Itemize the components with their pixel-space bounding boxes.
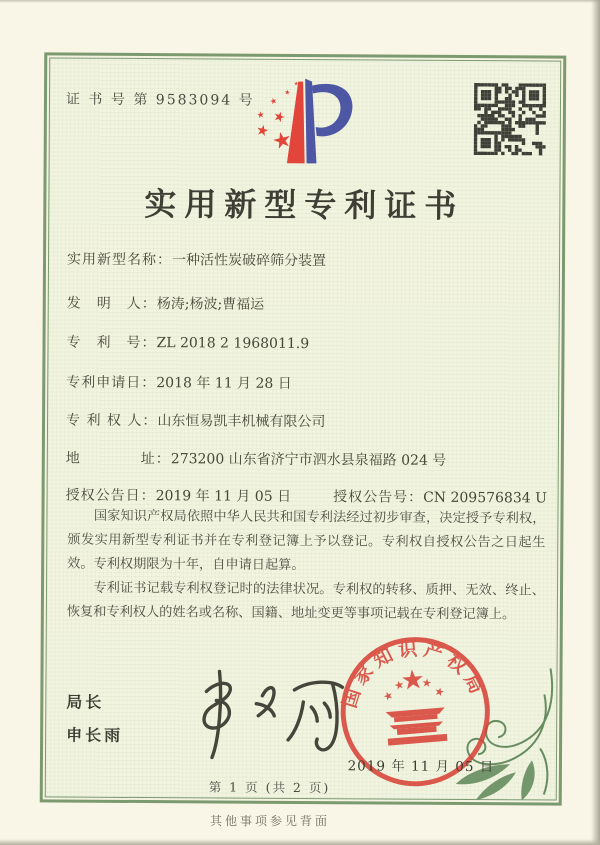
field-label: 授权公告号：: [333, 489, 424, 506]
patent-certificate: [40, 52, 567, 805]
director-signature-icon: [144, 659, 370, 775]
field-inventors: [67, 293, 547, 316]
field-label: 地 址：: [65, 450, 171, 468]
field-value: 2019 年 11 月 05 日: [155, 488, 292, 505]
director-name: 申长雨: [66, 725, 124, 745]
legal-paragraph: 专利证书记载专利权登记时的法律状况。专利权的转移、质押、无效、终止、恢复和专利权人的姓名或名称、国籍、地址变更等事项记载在专利登记簿上。: [66, 580, 546, 623]
director-title: 局长: [66, 692, 105, 712]
field-label: 专 利 权 人：: [65, 412, 158, 430]
field-value: CN 209576834 U: [423, 489, 547, 507]
page-number-footer: 第 1 页 (共 2 页): [208, 779, 331, 796]
qr-code-icon: [474, 83, 546, 155]
field-label: 发 明 人：: [66, 295, 157, 313]
field-value: 273200 山东省济宁市泗水县泉福路 024 号: [170, 451, 447, 469]
field-utility-model-name: [67, 249, 547, 272]
certificate-number: 证 书 号 第 9583094 号: [65, 91, 255, 109]
field-label: 实用新型名称：: [66, 251, 173, 269]
field-value: 山东恒易凯丰机械有限公司: [157, 413, 326, 431]
field-patentee: [66, 410, 546, 433]
field-label: 专 利 号：: [66, 334, 157, 352]
legal-paragraph: 国家知识产权局依照中华人民共和国专利法经过初步审查，决定授予专利权，颁发实用新型专利证书并在专利登记簿上予以登记。专利权自授权公告之日起生效。专利权期限为十年，自申请日起算。: [67, 508, 546, 574]
director-block: [66, 687, 123, 753]
field-address: [66, 448, 546, 471]
back-note: 其他事项参见背面: [209, 814, 330, 828]
seal-text: 国家知识产权局: [338, 637, 490, 711]
field-value: 一种活性炭破碎筛分装置: [171, 252, 327, 270]
scan-shadow-bottom: [0, 839, 600, 845]
scan-shadow-right: [591, 0, 600, 845]
field-label: 专利申请日：: [66, 374, 157, 392]
cnipa-patent-logo-icon: [242, 72, 371, 173]
certificate-title: 实用新型专利证书: [144, 185, 465, 225]
legal-text: [67, 505, 546, 628]
field-value: ZL 2018 2 1968011.9: [156, 335, 310, 353]
scan-shadow-top: [0, 0, 600, 3]
field-value: 2018 年 11 月 28 日: [156, 375, 292, 392]
field-label: 授权公告日：: [65, 487, 156, 505]
seal-date: 2019 年 11 月 05 日: [347, 758, 495, 776]
field-value: 杨涛;杨波;曹福运: [156, 296, 265, 313]
field-patent-number: [66, 332, 546, 355]
field-filing-date: [66, 372, 546, 395]
